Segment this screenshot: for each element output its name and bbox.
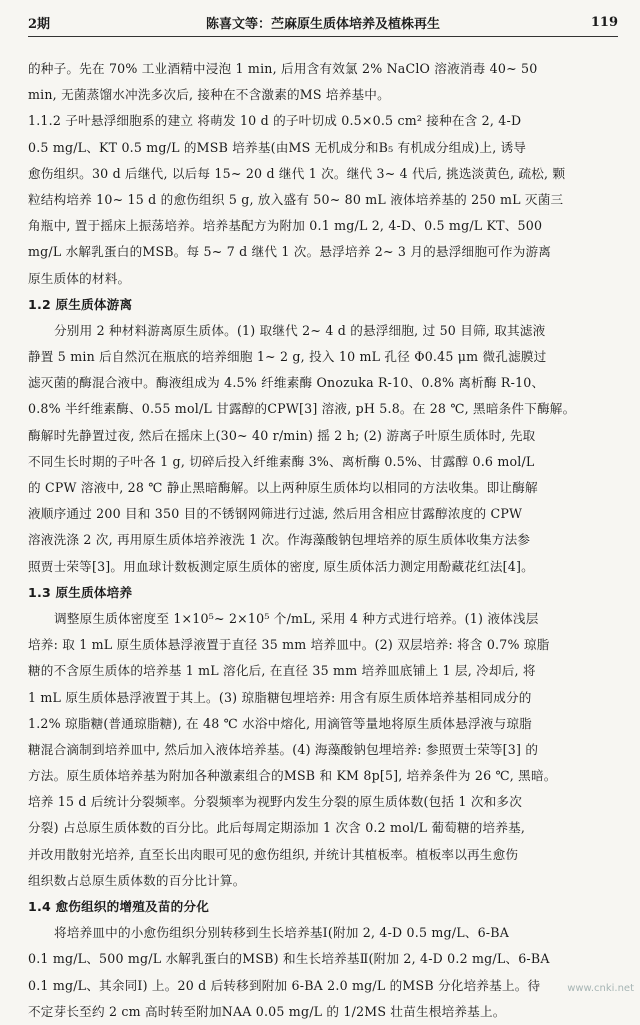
- text-line: 粒结构培养 10~ 15 d 的愈伤组织 5 g, 放入盛有 50~ 80 mL 液体培养基的 250 mL 灭菌三: [28, 191, 564, 207]
- text-line: 0.5 mg/L、KT 0.5 mg/L 的MSB 培养基(由MS 无机成分和B₅ 有机成分组成)上, 诱导: [28, 139, 527, 155]
- section-heading: 1.3 原生质体培养: [28, 584, 133, 600]
- page-number: 119: [590, 14, 618, 30]
- text-line: 液顺序通过 200 目和 350 目的不锈钢网筛进行过滤, 然后用含相应甘露醇浓度的 CPW: [28, 506, 523, 522]
- section-heading: 1.2 原生质体游离: [28, 296, 133, 312]
- text-line: 不定芽长至约 2 cm 高时转至附加NAA 0.05 mg/L 的 1/2MS 壮苗生根培养基上。: [28, 1003, 506, 1019]
- text-line: 原生质体的材料。: [28, 270, 131, 286]
- text-line: 组织数占总原生质体数的百分比计算。: [28, 872, 246, 888]
- watermark: www.cnki.net: [567, 983, 634, 994]
- text-line: 分裂) 占总原生质体数的百分比。此后每周定期添加 1 次含 0.2 mol/L 葡萄糖的培养基,: [28, 820, 526, 836]
- text-line: 溶液洗涤 2 次, 再用原生质体培养液洗 1 次。作海藻酸钠包埋培养的原生质体收集方法参: [28, 532, 531, 548]
- text-line: 1 mL 原生质体悬浮液置于其上。(3) 琼脂糖包埋培养: 用含有原生质体培养基相同成分的: [28, 689, 532, 705]
- text-line: 的 CPW 溶液中, 28 ℃ 静止黑暗酶解。以上两种原生质体均以相同的方法收集。即让酶解: [28, 480, 538, 495]
- text-line: 静置 5 min 后自然沉在瓶底的培养细胞 1~ 2 g, 投入 10 mL 孔径 Φ0.45 μm 微孔滤膜过: [28, 349, 547, 365]
- text-line: 1.2% 琼脂糖(普通琼脂糖), 在 48 ℃ 水浴中熔化, 用滴管等量地将原生质体悬浮液与琼脂: [28, 715, 532, 731]
- text-line: 愈伤组织。30 d 后继代, 以后每 15~ 20 d 继代 1 次。继代 3~ 4 代后, 挑选淡黄色, 疏松, 颗: [28, 165, 566, 181]
- text-line: min, 无菌蒸馏水冲洗多次后, 接种在不含激素的MS 培养基中。: [28, 87, 390, 103]
- subsection-line: 1.1.2 子叶悬浮细胞系的建立 将萌发 10 d 的子叶切成 0.5×0.5 cm² 接种在含 2, 4-D: [28, 113, 522, 129]
- text-line: mg/L 水解乳蛋白的MSB。每 5~ 7 d 继代 1 次。悬浮培养 2~ 3 月的悬浮细胞可作为游离: [28, 244, 552, 260]
- text-line: 酶解时先静置过夜, 然后在摇床上(30~ 40 r/min) 摇 2 h; (2) 游离子叶原生质体时, 先取: [28, 427, 536, 443]
- text-line: 不同生长时期的子叶各 1 g, 切碎后投入纤维素酶 3%、离析酶 0.5%、甘露醇 0.6 mol/L: [28, 453, 535, 469]
- article-body: [28, 56, 616, 1025]
- text-line: 调整原生质体密度至 1×10⁵~ 2×10⁵ 个/mL, 采用 4 种方式进行培养。(1) 液体浅层: [54, 610, 539, 626]
- text-line: 0.1 mg/L、500 mg/L 水解乳蛋白的MSB) 和生长培养基Ⅱ(附加 2, 4-D 0.2 mg/L、6-BA: [28, 951, 550, 967]
- text-line: 角瓶中, 置于摇床上振荡培养。培养基配方为附加 0.1 mg/L 2, 4-D、0.5 mg/L KT、500: [28, 218, 543, 234]
- text-line: 0.8% 半纤维素酶、0.55 mol/L 甘露醇的CPW[3] 溶液, pH 5.8。在 28 ℃, 黑暗条件下酶解。: [28, 401, 576, 417]
- text-line: 糖的不含原生质体的培养基 1 mL 溶化后, 在直径 35 mm 培养皿底铺上 1 层, 冷却后, 将: [28, 663, 536, 679]
- text-line: 滤灭菌的酶混合液中。酶液组成为 4.5% 纤维素酶 Onozuka R-10、0.8% 离析酶 R-10、: [28, 375, 545, 391]
- running-title: 陈喜文等：苎麻原生质体培养及植株再生: [205, 16, 440, 32]
- text-line: 培养: 取 1 mL 原生质体悬浮液置于直径 35 mm 培养皿中。(2) 双层培养: 将含 0.7% 琼脂: [28, 637, 550, 653]
- text-line: 分别用 2 种材料游离原生质体。(1) 取继代 2~ 4 d 的悬浮细胞, 过 50 目筛, 取其滤液: [54, 322, 546, 338]
- running-header: [28, 8, 618, 37]
- section-heading: 1.4 愈伤组织的增殖及苗的分化: [28, 899, 210, 914]
- text-line: 糖混合滴制到培养皿中, 然后加入液体培养基。(4) 海藻酸钠包埋培养: 参照贾士荣等[3] 的: [28, 741, 539, 757]
- text-line: 0.1 mg/L、其余同Ⅰ) 上。20 d 后转移到附加 6-BA 2.0 mg/L 的MSB 分化培养基上。待: [28, 977, 541, 993]
- text-line: 将培养皿中的小愈伤组织分别转移到生长培养基Ⅰ(附加 2, 4-D 0.5 mg/L、6-BA: [54, 925, 509, 941]
- text-line: 方法。原生质体培养基为附加各种激素组合的MSB 和 KM 8p[5], 培养条件为 26 ℃, 黑暗。: [28, 768, 557, 784]
- text-line: 照贾士荣等[3]。用血球计数板测定原生质体的密度, 原生质体活力测定用酚藏花红法[4]。: [28, 558, 534, 574]
- text-line: 培养 15 d 后统计分裂频率。分裂频率为视野内发生分裂的原生质体数(包括 1 次和多次: [28, 794, 523, 810]
- text-line: 的种子。先在 70% 工业酒精中浸泡 1 min, 后用含有效氯 2% NaClO 溶液消毒 40~ 50: [28, 61, 538, 76]
- text-line: 并改用散射光培养, 直至长出肉眼可见的愈伤组织, 并统计其植板率。植板率以再生愈伤: [28, 846, 519, 862]
- issue-number: 2期: [28, 16, 51, 32]
